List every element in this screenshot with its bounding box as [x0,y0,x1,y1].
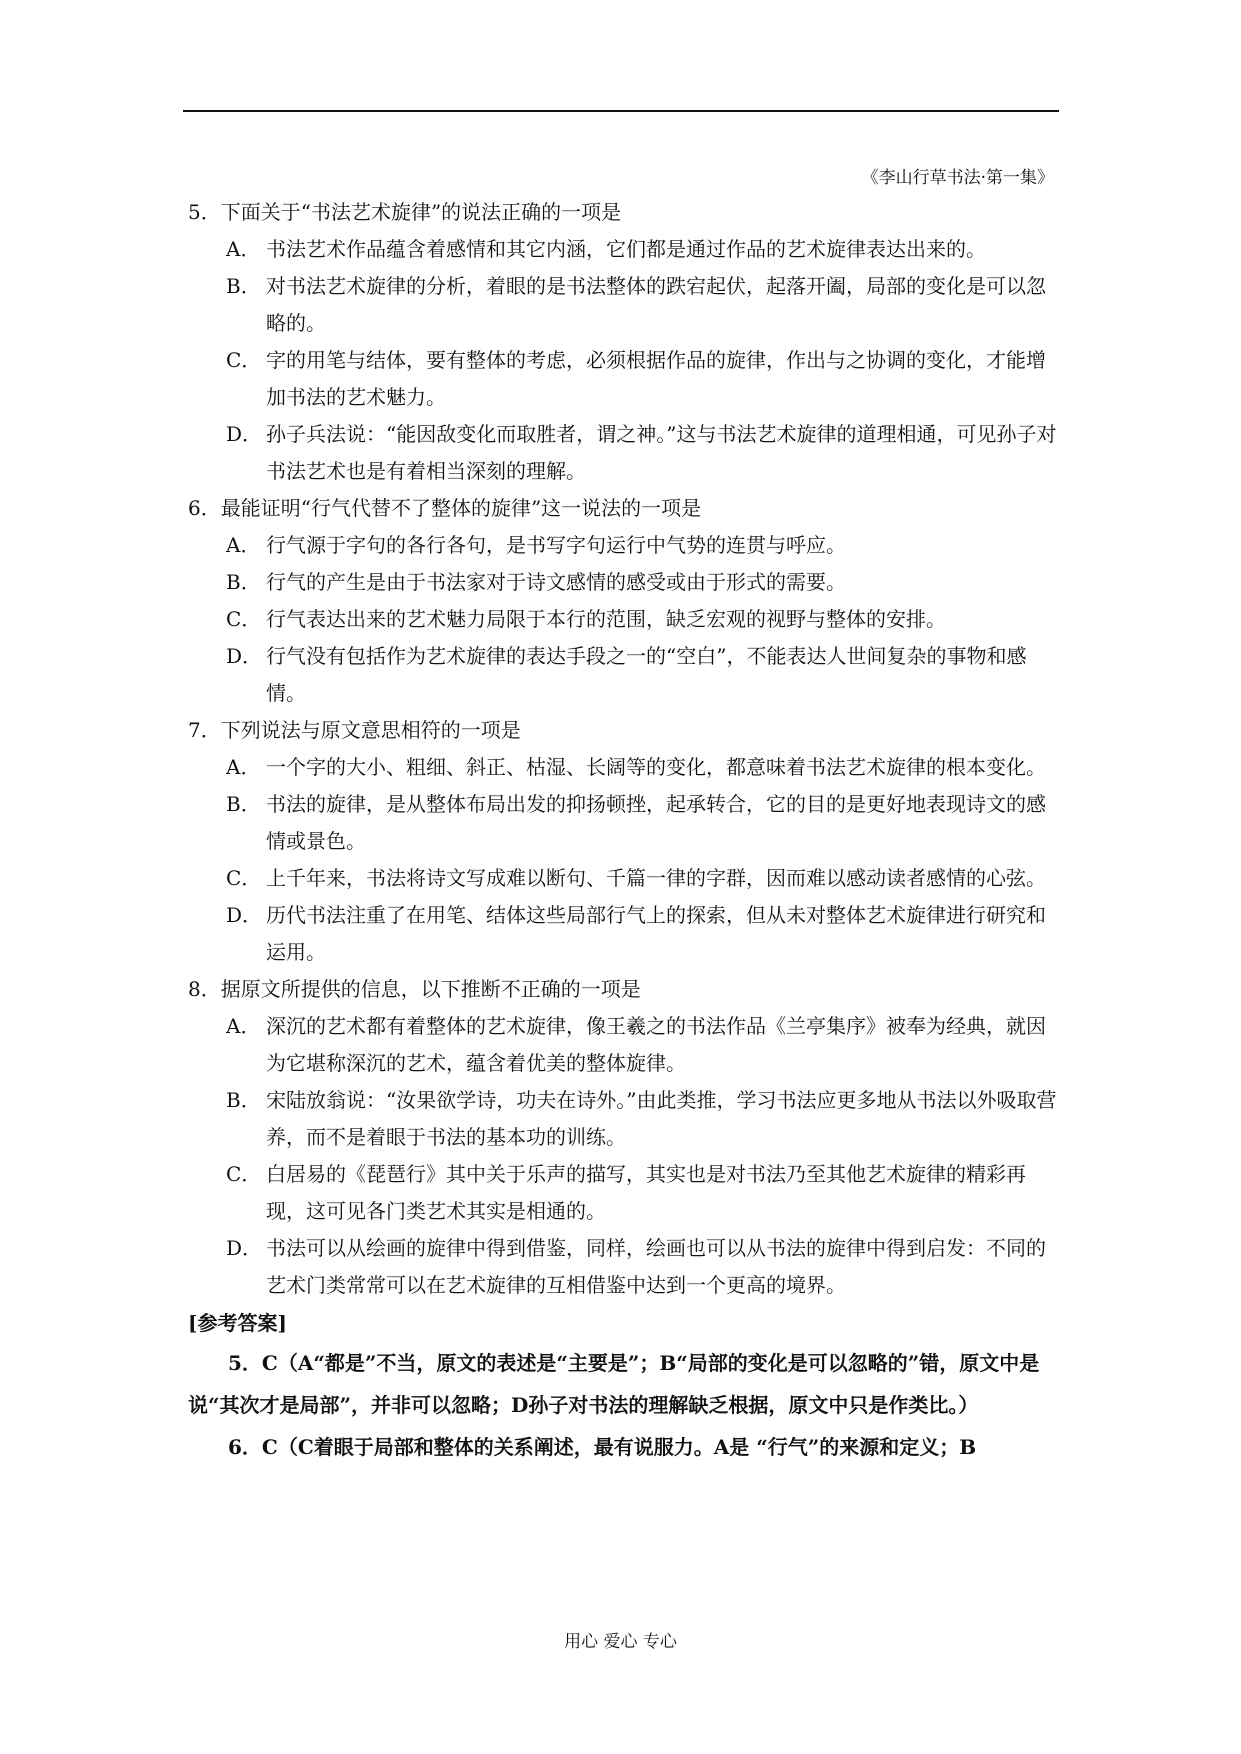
answer-6: 6．C（C着眼于局部和整体的关系阐述，最有说服力。A是 “行气”的来源和定义；B [228,1435,977,1459]
answers-heading: [参考答案] [188,1311,287,1335]
option-c: C． 白居易的《琵琶行》其中关于乐声的描写，其实也是对书法乃至其他艺术旋律的精彩再现，这可见各门类艺术其实是相通的。 [226,1162,1026,1223]
option-d: D． 行气没有包括作为艺术旋律的表达手段之一的“空白”，不能表达人世间复杂的事物和感情。 [226,644,1027,705]
option-d: D． 孙子兵法说：“能因敌变化而取胜者，谓之神。”这与书法艺术旋律的道理相通，可见孙子对书法艺术也是有着相当深刻的理解。 [226,422,1057,483]
option-d: D． 历代书法注重了在用笔、结体这些局部行气上的探索，但从未对整体艺术旋律进行研究和运用。 [226,903,1046,964]
option-c: C． 字的用笔与结体，要有整体的考虑，必须根据作品的旋律，作出与之协调的变化，才能增加书法的艺术魅力。 [226,348,1046,409]
question-5 [188,194,1060,490]
option-b: B． 对书法艺术旋律的分析，着眼的是书法整体的跌宕起伏，起落开阖，局部的变化是可以忽略的。 [226,274,1046,335]
question-7 [188,712,1060,971]
option-d: D． 书法可以从绘画的旋律中得到借鉴，同样，绘画也可以从书法的旋律中得到启发：不同的艺术门类常常可以在艺术旋律的互相借鉴中达到一个更高的境界。 [226,1236,1046,1297]
header-rule [183,110,1059,112]
option-b: B． 宋陆放翁说：“汝果欲学诗，功夫在诗外。”由此类推，学习书法应更多地从书法以外吸取营养，而不是着眼于书法的基本功的训练。 [226,1088,1057,1149]
answer-5: 5．C（A“都是”不当，原文的表述是“主要是”；B“局部的变化是可以忽略的”错，原文中是说“其次才是局部”，并非可以忽略；D孙子对书法的理解缺乏根据，原文中只是作类比。） [188,1351,1040,1417]
option-c: C． 上千年来，书法将诗文写成难以断句、千篇一律的字群，因而难以感动读者感情的心弦。 [226,866,1046,890]
page-footer: 用心 爱心 专心 [564,1632,677,1652]
source-title: 《李山行草书法·第一集》 [861,168,1054,188]
question-stem: 6．最能证明“行气代替不了整体的旋律”这一说法的一项是 [188,496,702,520]
question-stem: 7．下列说法与原文意思相符的一项是 [188,718,521,742]
document-body [188,194,1060,1468]
option-a: A． 一个字的大小、粗细、斜正、枯湿、长阔等的变化，都意味着书法艺术旋律的根本变化。 [226,755,1046,779]
question-6 [188,490,1060,712]
question-8 [188,971,1060,1304]
option-b: B． 书法的旋律，是从整体布局出发的抑扬顿挫，起承转合，它的目的是更好地表现诗文的感情或景色。 [226,792,1046,853]
option-a: A． 行气源于字句的各行各句，是书写字句运行中气势的连贯与呼应。 [226,533,846,557]
question-stem: 5．下面关于“书法艺术旋律”的说法正确的一项是 [188,200,622,224]
option-a: A． 深沉的艺术都有着整体的艺术旋律，像王羲之的书法作品《兰亭集序》被奉为经典，就因为它堪称深沉的艺术，蕴含着优美的整体旋律。 [226,1014,1046,1075]
option-c: C． 行气表达出来的艺术魅力局限于本行的范围，缺乏宏观的视野与整体的安排。 [226,607,946,631]
question-stem: 8．据原文所提供的信息，以下推断不正确的一项是 [188,977,641,1001]
option-a: A． 书法艺术作品蕴含着感情和其它内涵，它们都是通过作品的艺术旋律表达出来的。 [226,237,986,261]
option-b: B． 行气的产生是由于书法家对于诗文感情的感受或由于形式的需要。 [226,570,846,594]
